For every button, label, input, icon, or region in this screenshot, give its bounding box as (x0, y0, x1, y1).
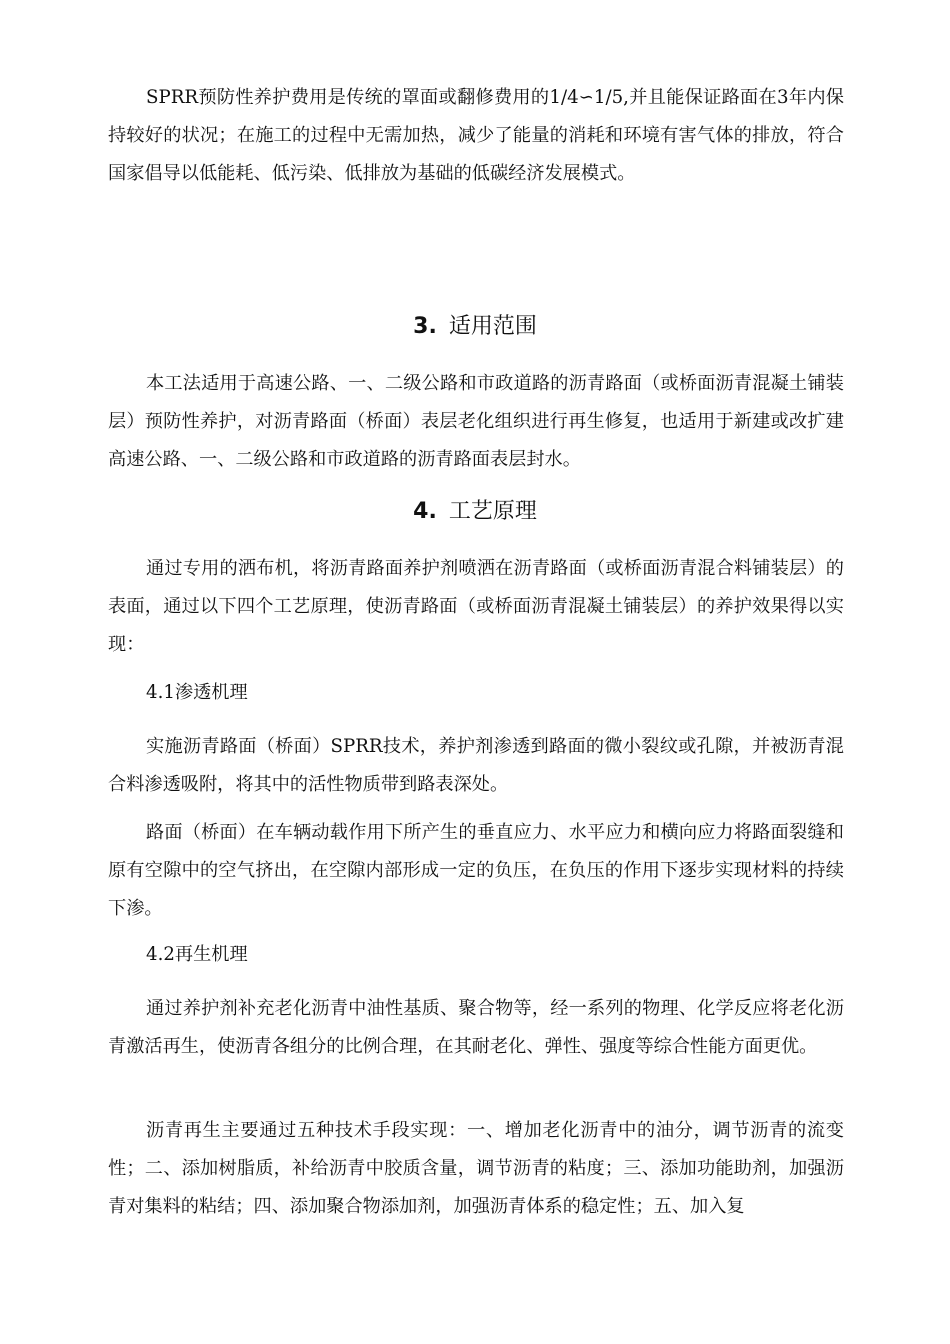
section-number: 4. (413, 499, 437, 524)
paragraph-penetration-1: 实施沥青路面（桥面）SPRR技术，养护剂渗透到路面的微小裂纹或孔隙，并被沥青混合料渗透吸附，将其中的活性物质带到路表深处。 (108, 736, 844, 795)
paragraph-sprr-cost: SPRR预防性养护费用是传统的罩面或翻修费用的1/4∽1/5,并且能保证路面在3年内保持较好的状况；在施工的过程中无需加热，减少了能量的消耗和环境有害气体的排放，符合国家倡导以低能耗、低污染、低排放为基础的低碳经济发展模式。 (108, 87, 844, 184)
section-number: 3. (413, 314, 437, 339)
subheading-4-2: 4.2再生机理 (146, 944, 248, 965)
section-heading-4 (0, 496, 950, 528)
section-title: 工艺原理 (448, 499, 537, 524)
section-heading-3 (0, 311, 950, 343)
subheading-4-1: 4.1渗透机理 (146, 682, 248, 703)
paragraph-principle-intro: 通过专用的洒布机，将沥青路面养护剂喷洒在沥青路面（或桥面沥青混合料铺装层）的表面，通过以下四个工艺原理，使沥青路面（或桥面沥青混凝土铺装层）的养护效果得以实现： (108, 558, 844, 655)
paragraph-scope: 本工法适用于高速公路、一、二级公路和市政道路的沥青路面（或桥面沥青混凝土铺装层）预防性养护，对沥青路面（桥面）表层老化组织进行再生修复，也适用于新建或改扩建高速公路、一、二级公路和市政道路的沥青路面表层封水。 (108, 373, 844, 470)
section-title: 适用范围 (448, 314, 537, 339)
paragraph-penetration-2: 路面（桥面）在车辆动载作用下所产生的垂直应力、水平应力和横向应力将路面裂缝和原有空隙中的空气挤出，在空隙内部形成一定的负压，在负压的作用下逐步实现材料的持续下渗。 (108, 822, 844, 919)
paragraph-regeneration-2: 沥青再生主要通过五种技术手段实现：一、增加老化沥青中的油分，调节沥青的流变性；二、添加树脂质，补给沥青中胶质含量，调节沥青的粘度；三、添加功能助剂，加强沥青对集料的粘结；四、添加聚合物添加剂，加强沥青体系的稳定性；五、加入复 (108, 1120, 844, 1217)
paragraph-regeneration-1: 通过养护剂补充老化沥青中油性基质、聚合物等，经一系列的物理、化学反应将老化沥青激活再生，使沥青各组分的比例合理，在其耐老化、弹性、强度等综合性能方面更优。 (108, 998, 844, 1057)
